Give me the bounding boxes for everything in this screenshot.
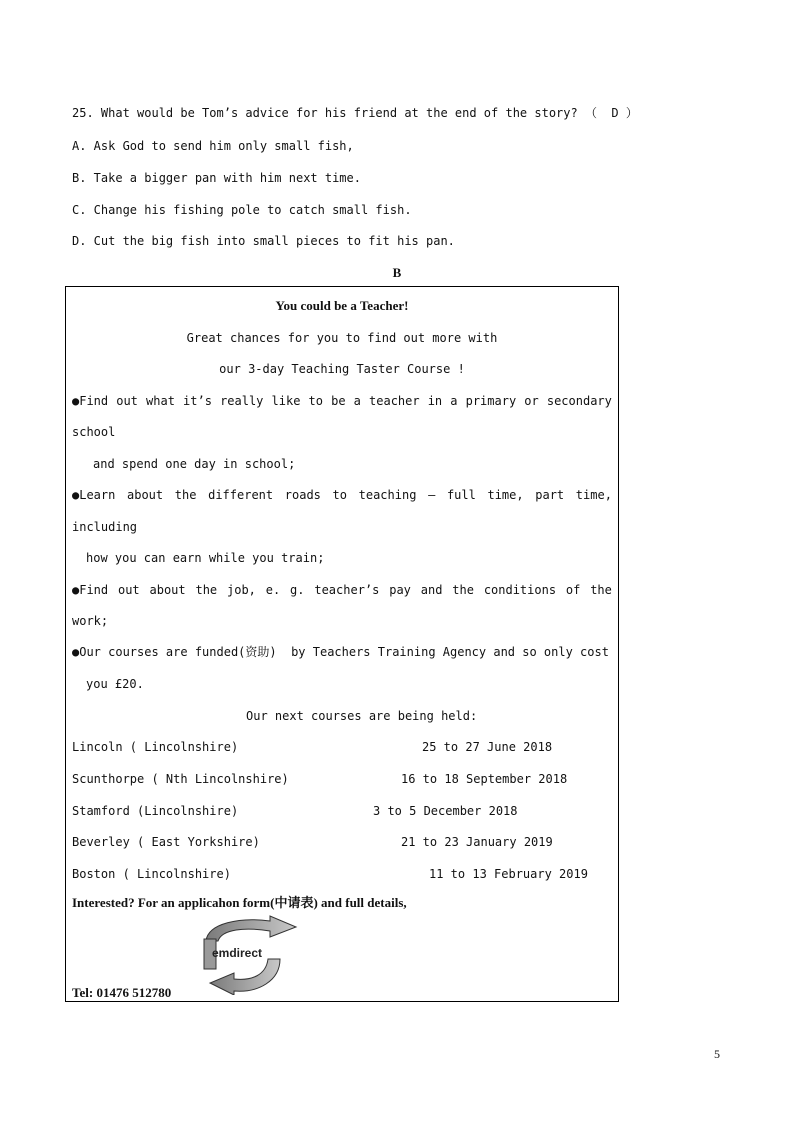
interested-line: Interested? For an applicahon form(中请表) and full details,: [72, 895, 407, 910]
bullet-2-line: [72, 487, 612, 503]
bullet-2-word: to: [332, 488, 347, 502]
bullet-3-word: job,: [227, 583, 256, 597]
course-dates: 21 to 23 January 2019: [401, 835, 553, 849]
bullet-1-word: in: [427, 394, 443, 408]
question-stem: 25. What would be Tom’s advice for his friend at the end of the story? （ D ）: [72, 106, 638, 120]
emdirect-logo: [200, 915, 302, 995]
course-venue: Boston ( Lincolnshire): [72, 867, 231, 881]
course-venue: Stamford (Lincolnshire): [72, 804, 239, 818]
bullet-1-word: secondary: [546, 394, 612, 408]
bullet-3-word: e.: [265, 583, 281, 597]
bullet-2-word: roads: [284, 488, 321, 502]
telephone: Tel: 01476 512780: [72, 985, 172, 1000]
bullet-1-word: what: [146, 394, 175, 408]
bullet-3-word: teacher’s: [314, 583, 380, 597]
bullet-2-word: the: [174, 488, 197, 502]
logo-lower-arrow: [210, 959, 280, 995]
option-c: C. Change his fishing pole to catch small fish.: [72, 203, 412, 217]
bullet-1-word: or: [524, 394, 539, 408]
ad-title: You could be a Teacher!: [275, 298, 409, 313]
ad-subtitle-1: Great chances for you to find out more with: [186, 331, 498, 345]
bullet-4-line-1: ●Our courses are funded(资助) by Teachers Training Agency and so only cost: [72, 645, 609, 659]
courses-heading: Our next courses are being held:: [246, 709, 478, 723]
bullet-1-word: ●Find: [72, 394, 109, 408]
bullet-3-cont-1: work;: [72, 614, 109, 628]
bullet-1-cont-2: and spend one day in school;: [93, 457, 296, 471]
bullet-1-word: to: [308, 394, 323, 408]
bullet-3-word: the: [452, 583, 474, 597]
bullet-3-word: out: [117, 583, 140, 597]
bullet-1-word: a: [450, 394, 458, 408]
bullet-2-word: full: [446, 488, 476, 502]
bullet-2-word: part: [535, 488, 565, 502]
bullet-3-word: pay: [389, 583, 411, 597]
bullet-3-word: the: [195, 583, 218, 597]
option-b: B. Take a bigger pan with him next time.: [72, 171, 361, 185]
bullet-2-word: about: [127, 488, 164, 502]
ad-subtitle-2: our 3-day Teaching Taster Course !: [219, 362, 465, 376]
bullet-2-word: time,: [575, 488, 612, 502]
bullet-1-word: it’s: [183, 394, 212, 408]
option-d: D. Cut the big fish into small pieces to fit his pan.: [72, 234, 455, 248]
bullet-1-cont-1: school: [72, 425, 116, 439]
bullet-3-word: and: [420, 583, 443, 597]
page-number: 5: [714, 1047, 720, 1061]
bullet-2-cont-1: including: [72, 520, 138, 534]
bullet-1-word: be: [331, 394, 346, 408]
course-venue: Beverley ( East Yorkshire): [72, 835, 260, 849]
bullet-1-line: [72, 393, 612, 409]
bullet-1-word: teacher: [369, 394, 420, 408]
bullet-2-word: time,: [487, 488, 524, 502]
course-dates: 3 to 5 December 2018: [373, 804, 518, 818]
advertisement-box: [65, 286, 619, 1002]
bullet-1-word: like: [271, 394, 301, 408]
course-dates: 25 to 27 June 2018: [422, 740, 553, 754]
logo-upper-arrow: [206, 916, 296, 941]
bullet-4-line-2: you £20.: [86, 677, 144, 691]
bullet-2-word: –: [428, 488, 436, 502]
course-venue: Lincoln ( Lincolnshire): [72, 740, 239, 754]
bullet-3-word: g.: [290, 583, 305, 597]
bullet-2-word: different: [208, 488, 274, 502]
course-venue: Scunthorpe ( Nth Lincolnshire): [72, 772, 289, 786]
option-a: A. Ask God to send him only small fish,: [72, 139, 354, 153]
bullet-1-word: primary: [465, 394, 517, 408]
logo-text: emdirect: [212, 946, 263, 960]
bullet-2-word: ●Learn: [72, 488, 116, 502]
bullet-3-word: of: [565, 583, 581, 597]
course-dates: 16 to 18 September 2018: [401, 772, 568, 786]
bullet-3-line: [72, 582, 612, 598]
section-label: B: [392, 265, 402, 280]
bullet-3-word: conditions: [483, 583, 557, 597]
bullet-2-cont-2: how you can earn while you train;: [86, 551, 325, 565]
bullet-1-word: really: [220, 394, 264, 408]
bullet-2-word: teaching: [358, 488, 417, 502]
bullet-3-word: ●Find: [72, 583, 109, 597]
bullet-1-word: a: [353, 394, 361, 408]
bullet-1-word: out: [116, 394, 138, 408]
bullet-3-word: about: [149, 583, 186, 597]
bullet-3-word: the: [590, 583, 612, 597]
course-dates: 11 to 13 February 2019: [429, 867, 588, 881]
